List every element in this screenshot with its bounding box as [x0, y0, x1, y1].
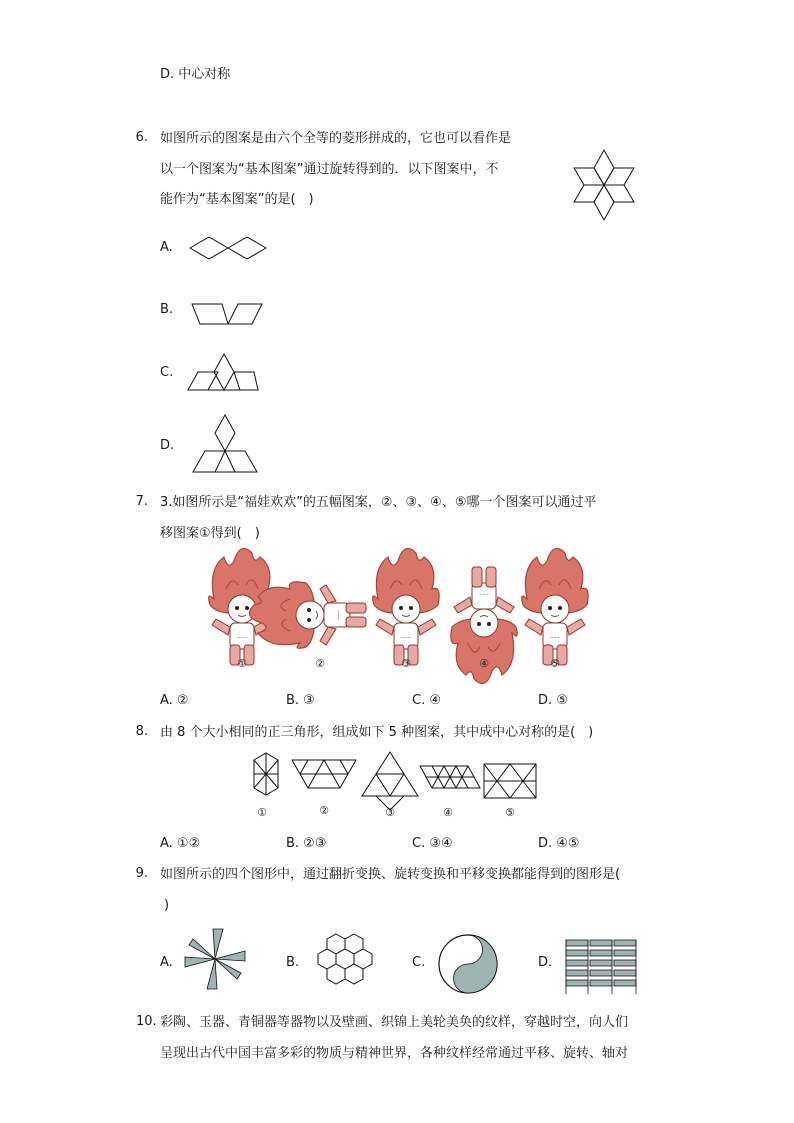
q7-option-d: D. ⑤ — [538, 693, 568, 708]
q8-figure-5 — [484, 764, 536, 798]
q8-caption-3: ③ — [385, 806, 395, 819]
q9-option-c-label: C. — [412, 955, 426, 970]
q7-number: 7. — [135, 494, 148, 509]
q8-caption-4: ④ — [443, 806, 453, 819]
q6-option-c-figure — [188, 352, 268, 394]
q9-option-b-label: B. — [286, 955, 300, 970]
q7-caption-4: ④ — [479, 657, 489, 670]
q6-option-b-label: B. — [160, 302, 174, 317]
q8-caption-2: ② — [319, 804, 329, 817]
q6-option-a-label: A. — [160, 240, 173, 255]
q7-line-2: 移图案①得到( ) — [160, 526, 260, 541]
q8-option-a: A. ①② — [160, 836, 201, 851]
q7-option-b: B. ③ — [286, 693, 315, 708]
q6-option-c-label: C. — [160, 365, 174, 380]
q10-line-2: 呈现出古代中国丰富多彩的物质与精神世界，各种纹样经常通过平移、旋转、轴对 — [160, 1046, 629, 1061]
q7-caption-3: ③ — [401, 657, 411, 670]
q10-number: 10. — [136, 1014, 157, 1029]
q9-line-2: ) — [164, 898, 170, 913]
q8-figure-3 — [362, 752, 418, 810]
q8-line: 由 8 个大小相同的正三角形，组成如下 5 种图案，其中成中心对称的是( ) — [160, 725, 594, 740]
q9-option-c-yinyang — [436, 932, 500, 996]
q9-option-a-label: A. — [160, 955, 173, 970]
q6-line-1: 如图所示的图案是由六个全等的菱形拼成的，它也可以看作是 — [160, 131, 512, 146]
q8-number: 8. — [135, 724, 148, 739]
q6-option-d-figure — [190, 412, 262, 478]
q9-number: 9. — [135, 866, 148, 881]
q8-triangle-figures — [244, 750, 544, 820]
q8-figure-1 — [254, 753, 278, 795]
q7-option-c: C. ④ — [412, 693, 441, 708]
q8-option-b: B. ②③ — [286, 836, 327, 851]
q6-line-3: 能作为“基本图案”的是( ) — [160, 192, 314, 207]
q9-line-1: 如图所示的四个图形中，通过翻折变换、旋转变换和平移变换都能得到的图形是( — [160, 867, 621, 882]
q8-option-c: C. ③④ — [412, 836, 453, 851]
q7-caption-1: ① — [237, 657, 247, 670]
q7-fuwa-figures: ~~~ ① ② ③ ④ ⑤ — [200, 553, 600, 673]
q8-option-d: D. ④⑤ — [538, 836, 580, 851]
q7-caption-5: ⑤ — [550, 657, 560, 670]
q6-option-b-figure — [190, 302, 270, 328]
q10-line-1: 彩陶、玉器、青铜器等器物以及壁画、织锦上美轮美奂的纹样，穿越时空，向人们 — [160, 1015, 629, 1030]
q6-line-2: 以一个图案为“基本图案”通过旋转得到的．以下图案中，不 — [160, 162, 499, 177]
q8-figure-4 — [420, 766, 480, 788]
q7-line-1: 3.如图所示是“福娃欢欢”的五幅图案，②、③、④、⑤哪一个图案可以通过平 — [160, 495, 597, 510]
q9-option-b-hexagons — [310, 932, 380, 994]
q5-option-d: D. 中心对称 — [160, 67, 231, 82]
q8-caption-1: ① — [257, 806, 267, 819]
q8-caption-5: ⑤ — [505, 806, 515, 819]
q7-option-a: A. ② — [160, 693, 189, 708]
q9-option-d-label: D. — [538, 955, 553, 970]
q9-option-a-pinwheel — [182, 926, 248, 992]
q9-option-d-stripes — [564, 938, 640, 996]
q7-caption-2: ② — [315, 657, 325, 670]
q8-figure-2 — [292, 760, 356, 788]
q6-option-a-figure — [190, 236, 270, 262]
q6-star-figure — [560, 135, 650, 235]
q6-option-d-label: D. — [160, 438, 175, 453]
q6-number: 6. — [135, 130, 148, 145]
